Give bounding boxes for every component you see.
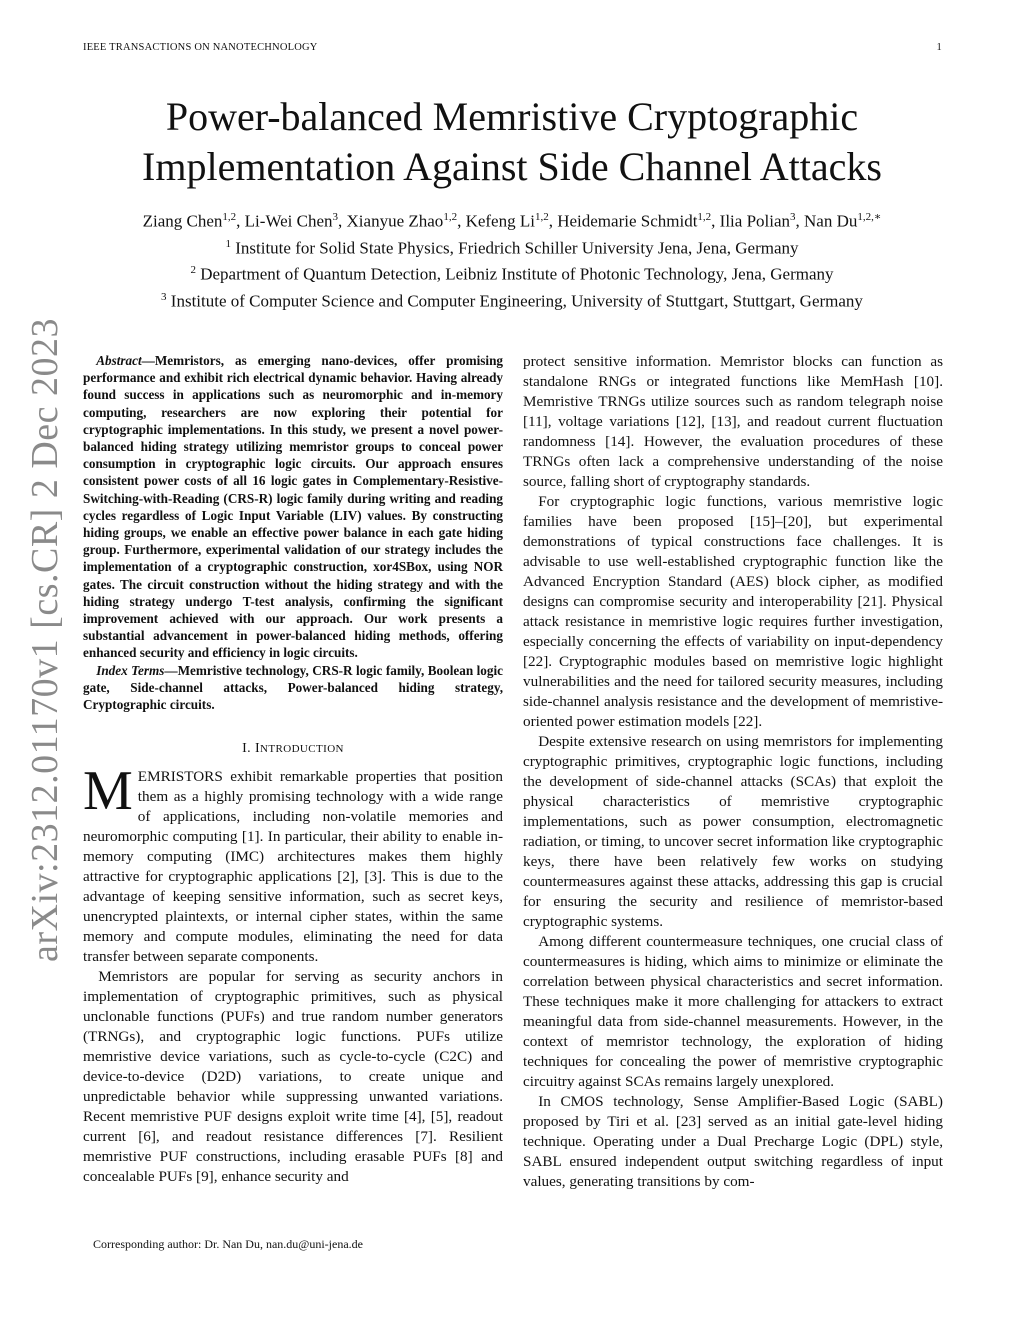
title-line-1: Power-balanced Memristive Cryptographic [165, 94, 859, 139]
left-column [83, 352, 503, 1187]
intro-paragraph-2: Memristors are popular for serving as security anchors in implementation of cryptographic primitives, such as physical unclonable functions (PUFs) and true random number generators (TRNGs), and cryptographic logic functions. PUFs utilize memristive device variations, such as cycle-to-cycle (C2C) and device-to-device (D2D) variations, to create unique and unpredictable behavior while suppressing unwanted variations. Recent memristive PUF designs exploit write time [4], [5], readout current [6], and readout resistance differences [7]. Resilient memristive PUF constructions, including erasable PUFs [8] and concealable PUFs [9], enhance security and [83, 968, 503, 1186]
abstract [83, 352, 503, 662]
author-affiliation-mark: 1,2,∗ [857, 211, 882, 223]
intro-paragraph-4: For cryptographic logic functions, various memristive logic families have been proposed [15]–[20], but experimental demonstrations of typical constructions face challenges. It is advisable to use well-established cryptographic function like the Advanced Encryption Standard (AES) block cipher, as modified designs can compromise security and interoperability [21]. Physical attack resistance in memristive logic requires further investigation, especially concerning the effects of variability on input-dependency [22]. Cryptographic modules based on memristive logic highlight vulnerabilities and the need for tailored security measures, including side-channel analysis resistance and the development of memristive-oriented power estimation models [22]. [523, 493, 943, 730]
author-affiliation-mark: 1,2 [222, 211, 237, 223]
right-column [523, 352, 943, 1192]
intro-paragraph-7: In CMOS technology, Sense Amplifier-Based Logic (SABL) proposed by Tiri et al. [23] served as an initial gate-level hiding technique. Operating under a Dual Precharge Logic (DPL) style, SABL ensured independent output switching regardless of input values, generating transitions by com- [523, 1093, 943, 1190]
intro-paragraph-5: Despite extensive research on using memristors for implementing cryptographic primitives, cryptographic logic functions, including the development of side-channel attacks (SCAs) that exploit the physical characteristics of memristive cryptographic implementations, such as power consumption, electromagnetic radiation, or timing, to uncover secret information like cryptographic keys, there have been relatively few works on studying countermeasures against these attacks, addressing this gap is crucial for ensuring the security and resilience of memristor-based cryptographic systems. [523, 733, 943, 930]
intro-paragraph-1: MEMRISTORS exhibit remarkable properties that position them as a highly promising technology with a wide range of applications, including non-volatile memories and neuromorphic computing [1]. In particular, their ability to enable in-memory computing (IMC) architectures makes them highly attractive for cryptographic applications [2], [3]. This is due to the advantage of keeping sensitive information, such as secret keys, unencrypted plaintexts, or internal cipher states, within the same memory and compute modules, eliminating the need for data transfer between separate components. [83, 760, 503, 966]
author-separator: , [338, 211, 347, 231]
index-terms-label: Index Terms [96, 662, 165, 678]
abstract-label: Abstract [96, 353, 142, 368]
paper-title [0, 92, 1024, 192]
index-terms [83, 662, 503, 714]
author-name: Ilia Polian [719, 211, 791, 231]
affiliation-2: $^2$ Department of Quantum Detection, Leibniz Institute of Photonic Technology, Jena, Germany [190, 264, 834, 284]
author-name: Ziang Chen [142, 211, 223, 231]
author-block [0, 206, 1024, 313]
intro-paragraph-3: protect sensitive information. Memristor blocks can function as standalone RNGs or integrated functions like MemHash [10]. Memristive TRNGs utilize sources such as random telegraph noise [11], voltage variations [12], [13], and readout current fluctuation randomness [14]. However, the evaluation procedures of these TRNGs often lack a comprehensive understanding of the noise source, falling short of cryptography standards. [523, 353, 943, 490]
arxiv-stamp: arXiv:2312.01170v1 [cs.CR] 2 Dec 2023 [24, 318, 66, 962]
author-name: Kefeng Li [465, 211, 535, 231]
author-separator: , [548, 211, 558, 231]
author-separator: , [795, 211, 805, 231]
author-name: Heidemarie Schmidt [557, 211, 698, 231]
author-name: Xianyue Zhao [346, 211, 444, 231]
index-terms-text: —Memristive technology, CRS-R logic family, Boolean logic gate, Side-channel attacks, Power-balanced hiding strategy, Cryptographic circuits. [83, 662, 504, 713]
author-separator: , [457, 211, 466, 231]
journal-header: IEEE TRANSACTIONS ON NANOTECHNOLOGY [83, 42, 318, 53]
author-affiliation-mark: 1,2 [534, 211, 549, 223]
author-name: Li-Wei Chen [244, 211, 333, 231]
section-heading-introduction: I. INTRODUCTION [242, 741, 344, 757]
affiliation-3: $^3$ Institute of Computer Science and Computer Engineering, University of Stuttgart, Stuttgart, Germany [161, 290, 863, 311]
author-separator: , [711, 211, 720, 231]
affiliation-1: $^1$ Institute for Solid State Physics, Friedrich Schiller University Jena, Jena, Germany [225, 237, 799, 258]
author-separator: , [236, 211, 245, 231]
title-line-2: Implementation Against Side Channel Attacks [142, 144, 882, 189]
corresponding-author-footnote: Corresponding author: Dr. Nan Du, nan.du@uni-jena.de [93, 1237, 363, 1251]
author-affiliation-mark: 3 [332, 211, 339, 223]
drop-cap: M [83, 760, 133, 823]
author-list [0, 206, 1024, 233]
intro-paragraph-6: Among different countermeasure techniques, one crucial class of countermeasures is hiding, which aims to minimize or eliminate the correlation between physical characteristics and secret information. These techniques make it more challenging for attackers to extract meaningful data from side-channel measurements. However, in the context of memristor technology, the exploration of hiding techniques for concealing the power of memristive cryptographic circuitry against SCAs remains largely unexplored. [523, 933, 943, 1090]
abstract-text: —Memristors, as emerging nano-devices, offer promising performance and exhibit rich electrical dynamic behavior. Having already found success in applications such as neuromorphic and in-memory computing, researchers are now exploring their potential for cryptographic implementations. In this study, we present a novel power-balanced hiding strategy utilizing memristor groups to conceal power consumption in cryptographic logic circuits. Our approach ensures consistent power costs of all 16 logic gates in Complementary-Resistive-Switching-with-Reading (CRS-R) logic family during writing and reading cycles regardless of Logic Input Variable (LIV) values. By constructing hiding groups, we enable an effective power balance in each gate hiding group. Furthermore, experimental validation of our strategy includes the implementation of a cryptographic construction, xor4SBox, using NOR gates. The circuit construction without the hiding strategy and with the hiding strategy undergo T-test analysis, confirming the significant improvement achieved with our approach. Our work presents a substantial advancement in power-balanced hiding methods, offering enhanced security and efficiency in logic circuits. [83, 353, 503, 661]
author-affiliation-mark: 1,2 [697, 211, 712, 223]
page-number: 1 [936, 42, 942, 53]
author-name: Nan Du [804, 211, 858, 231]
author-affiliation-mark: 3 [790, 211, 796, 223]
author-affiliation-mark: 1,2 [443, 211, 458, 223]
